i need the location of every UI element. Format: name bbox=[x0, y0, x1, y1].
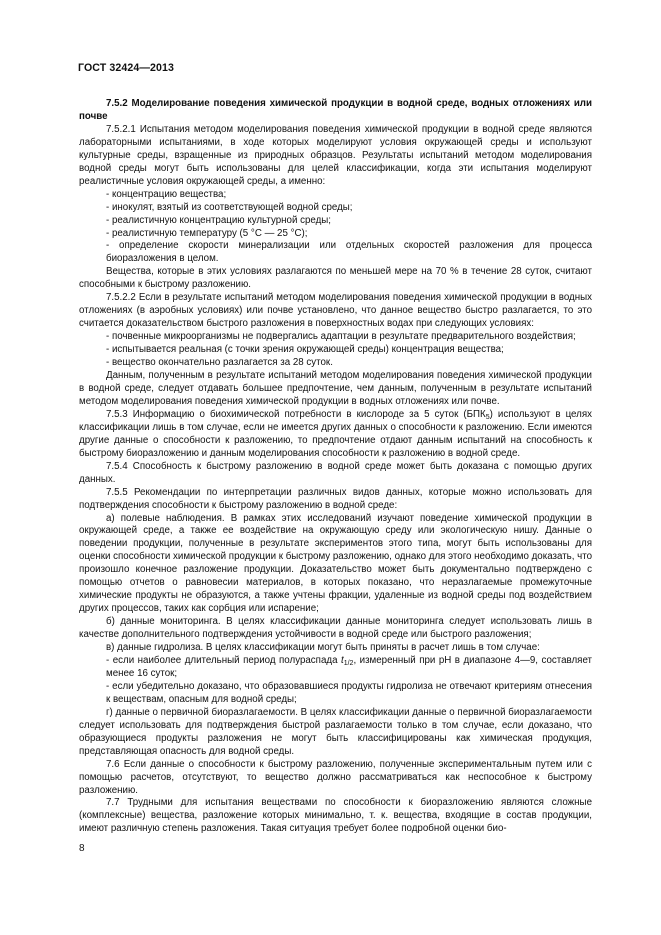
list-item: - вещество окончательно разлагается за 28 суток. bbox=[106, 357, 333, 369]
list-item: - реалистичную концентрацию культурной среды; bbox=[106, 214, 332, 226]
paragraph-7-7: 7.7 Трудными для испытания веществами по способности к биоразложению являются сложные (комплексные) вещества, разложение которых минимально, т. к. вещества, входящие в состав продукции, имеют различную степень разложения. Такая ситуация требует более подробной оценки био- bbox=[79, 797, 592, 835]
paragraph-hydrolysis-data: в) данные гидролиза. В целях классификации могут быть приняты в расчет лишь в том случае: bbox=[106, 642, 540, 654]
list-item: - испытывается реальная (с точки зрения окружающей среды) концентрация вещества; bbox=[106, 344, 504, 356]
subscript: 5 bbox=[485, 413, 490, 421]
list-item: - реалистичную температуру (5 °С — 25 °С); bbox=[106, 227, 308, 239]
paragraph-7-5-2-1: 7.5.2.1 Испытания методом моделирования поведения химической продукции в водной среде являются лабораторными испытаниями, в ходе которых моделируют условия окружающей среды и используют культурные среды, взращенные из природных образцов. Результаты испытаний методом моделирования водной среды могут быть использованы для целей классификации, когда эти испытания моделируют реалистичные условия окружающей среды, а именно: bbox=[79, 123, 592, 187]
list-item: - если убедительно доказано, что образовавшиеся продукты гидролиза не отвечают критериям отнесения к веществам, опасным для водной среды; bbox=[106, 680, 592, 705]
paragraph-7-5-3 bbox=[79, 409, 592, 461]
text-fragment: , измеренный при pH в диапазоне 4—9, составляет менее 16 суток; bbox=[106, 654, 593, 679]
paragraph-primary-biodegradability: г) данные о первичной биоразлагаемости. В целях классификации данные о первичной биоразлагаемости следует использовать для подтверждения быстрой разлагаемости только в том случае, если доказано, что образующиеся продукты разложения не могут быть классифицированы как химическая продукция, представляющая опасность для водной среды. bbox=[79, 706, 592, 757]
paragraph-monitoring-data: б) данные мониторинга. В целях классификации данные мониторинга следует использовать лишь в качестве дополнительного подтверждения устойчивости в водной среде или быстрого разложения; bbox=[79, 616, 592, 641]
list-item bbox=[79, 655, 592, 681]
text-fragment: ) используют в целях классификации лишь в том случае, если не имеется других данных о способности к разложению. Если имеются другие данные о способности к разложению, то предпочтение отдают данным испытаний на способность к быстрому биоразложению и данным моделирования способности к разложению в водной среде. bbox=[79, 408, 592, 459]
page-number: 8 bbox=[79, 843, 85, 854]
paragraph-7-5-4: 7.5.4 Способность к быстрому разложению в водной среде может быть доказана с помощью других данных. bbox=[79, 460, 592, 485]
subscript: 1/2 bbox=[343, 659, 354, 667]
document-header: ГОСТ 32424—2013 bbox=[78, 62, 175, 74]
paragraph: Данным, полученным в результате испытаний методом моделирования поведения химической продукции в водной среде, следует отдавать большее предпочтение, чем данным, полученным в результате испытаний методом моделирования поведения химической продукции в водных отложениях или почве. bbox=[79, 370, 592, 407]
text-fragment: - если наиболее длительный период полураспада bbox=[106, 654, 341, 666]
italic-symbol: t bbox=[340, 654, 344, 666]
paragraph-7-5-2-2: 7.5.2.2 Если в результате испытаний методом моделирования поведения химической продукции в водных отложениях (в аэробных условиях) или почве установлено, что данное вещество быстро разлагается, то это считается доказательством быстрого разложения в поверхностных водах при следующих условиях: bbox=[79, 292, 592, 330]
paragraph-7-6: 7.6 Если данные о способности к быстрому разложению, полученные экспериментальным путем или с помощью расчетов, отсутствуют, то вещество должно рассматриваться как неспособное к быстрому разложению. bbox=[79, 758, 592, 796]
list-item: - определение скорости минерализации или отдельных скоростей разложения для процесса биоразложения в целом. bbox=[106, 240, 592, 265]
text-fragment: 7.5.3 Информацию о биохимической потребности в кислороде за 5 суток (БПК bbox=[106, 408, 486, 420]
paragraph: Вещества, которые в этих условиях разлагаются по меньшей мере на 70 % в течение 28 суток, считают способными к быстрому разложению. bbox=[79, 266, 592, 291]
paragraph-field-observations: а) полевые наблюдения. В рамках этих исследований изучают поведение химической продукции в окружающей среде, а также ее воздействие на окружающую среду или экологическую нишу. Данные о поведении продукции, полученные в результате экспериментов этого типа, могут быть использованы для оценки способности химической продукции к быстрому разложению, однако для этого необходимо доказать, что произошло конечное разложение продукции. Доказательство может быть документально подтверждено с помощью отчетов о равновесии материалов, в которых показано, что неразлагаемые промежуточные химические продукты не образуются, а также учтены фракции, удаленные из водной среды под воздействием других процессов, таких как сорбция или испарение; bbox=[79, 512, 593, 615]
list-item: - инокулят, взятый из соответствующей водной среды; bbox=[106, 201, 353, 213]
document-body bbox=[79, 98, 592, 836]
section-heading-7-5-2: 7.5.2 Моделирование поведения химической продукции в водной среде, водных отложениях или почве bbox=[79, 98, 592, 122]
list-item: - почвенные микроорганизмы не подвергались адаптации в результате предварительного воздействия; bbox=[106, 331, 576, 343]
paragraph-7-5-5: 7.5.5 Рекомендации по интерпретации различных видов данных, которые можно использовать для подтверждения способности к быстрому разложению в водной среде: bbox=[79, 486, 592, 511]
list-item: - концентрацию вещества; bbox=[106, 188, 227, 200]
